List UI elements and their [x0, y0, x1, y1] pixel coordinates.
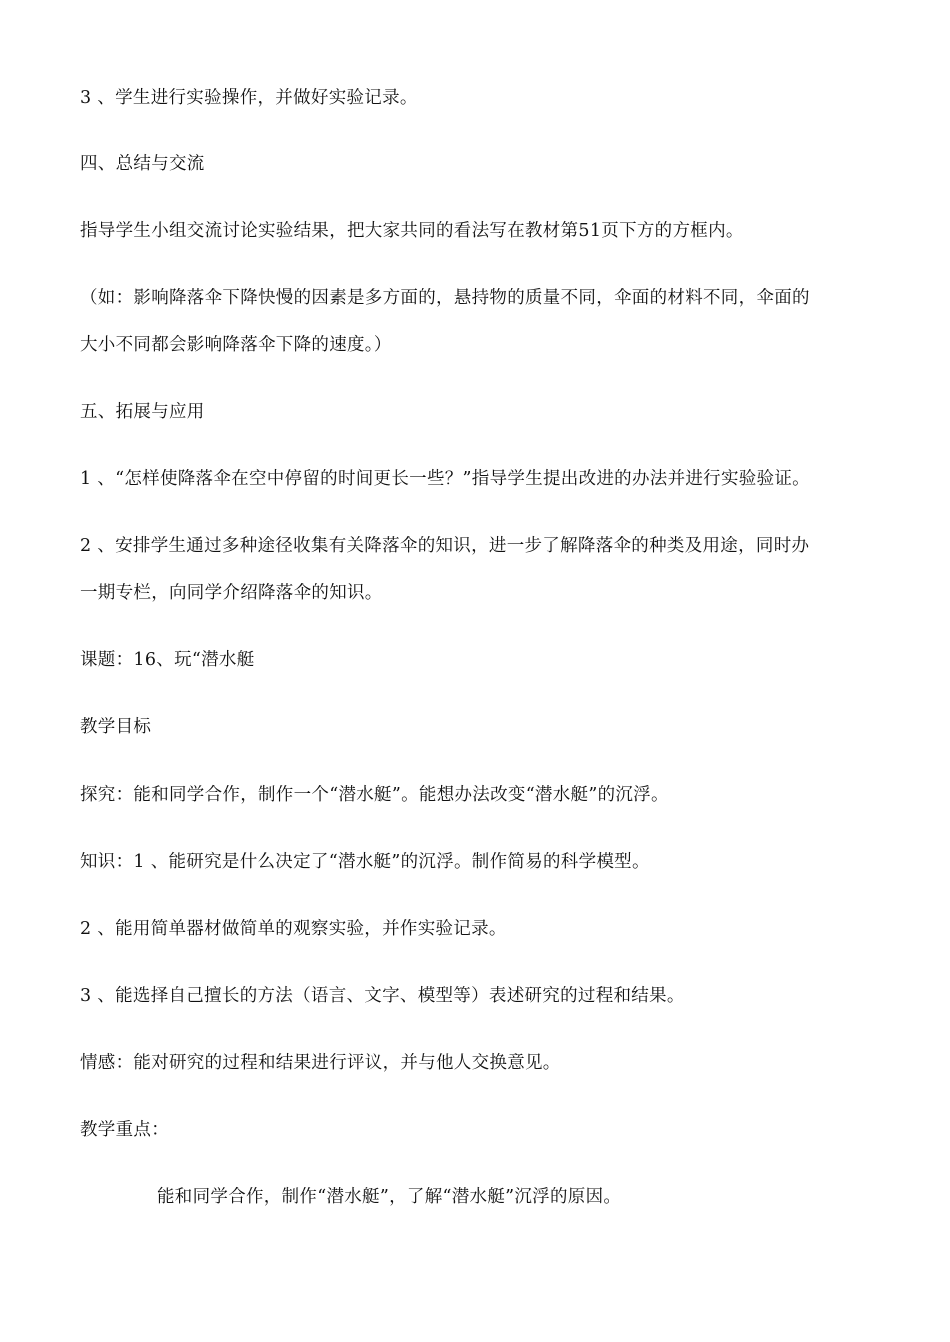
text-line-example-1: （如：影响降落伞下降快慢的因素是多方面的，悬持物的质量不同，伞面的材料不同，伞面的	[80, 288, 810, 308]
text-line-step-3: 3 、学生进行实验操作，并做好实验记录。	[80, 88, 418, 108]
text-line-key-point: 能和同学合作，制作“潜水艇”，了解“潜水艇”沉浮的原因。	[157, 1187, 622, 1207]
text-line-extension-2a: 2 、安排学生通过多种途径收集有关降落伞的知识，进一步了解降落伞的种类及用途，同时办	[80, 536, 810, 556]
text-line-inquiry: 探究：能和同学合作，制作一个“潜水艇”。能想办法改变“潜水艇”的沉浮。	[80, 785, 669, 805]
text-line-extension-2b: 一期专栏，向同学介绍降落伞的知识。	[80, 583, 383, 603]
text-line-guide-discussion: 指导学生小组交流讨论实验结果，把大家共同的看法写在教材第51页下方的方框内。	[80, 221, 744, 241]
lesson-title: 课题：16、玩“潜水艇	[80, 650, 255, 670]
text-line-knowledge-2: 2 、能用简单器材做简单的观察实验，并作实验记录。	[80, 919, 507, 939]
text-line-emotion: 情感：能对研究的过程和结果进行评议，并与他人交换意见。	[80, 1053, 561, 1073]
section-heading-extension: 五、拓展与应用	[80, 402, 205, 422]
text-line-example-2: 大小不同都会影响降落伞下降的速度。）	[80, 335, 392, 355]
section-heading-objectives: 教学目标	[80, 717, 152, 737]
section-heading-summary: 四、总结与交流	[80, 154, 205, 174]
text-line-knowledge-1: 知识：1 、能研究是什么决定了“潜水艇”的沉浮。制作简易的科学模型。	[80, 852, 650, 872]
text-line-knowledge-3: 3 、能选择自己擅长的方法（语言、文字、模型等）表述研究的过程和结果。	[80, 986, 685, 1006]
text-line-extension-1: 1 、“怎样使降落伞在空中停留的时间更长一些？”指导学生提出改进的办法并进行实验验证。	[80, 469, 810, 489]
section-heading-key-points: 教学重点：	[80, 1120, 169, 1140]
